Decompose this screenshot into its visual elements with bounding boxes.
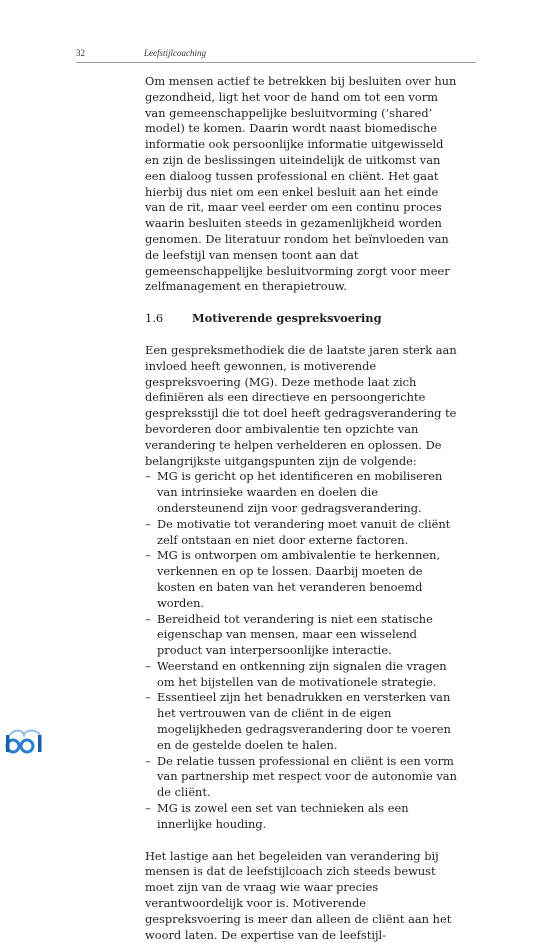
paragraph-closing: Het lastige aan het begeleiden van verandering bij mensen is dat de leefstijlcoach zich steeds bewust moet zijn van de vraag wie waar precies verantwoordelijk voor is. Motiverende gespreksvoering is meer dan alleen de cliënt aan het woord laten. De expertise van de leefstijl- xyxy=(145,848,452,942)
section-title: Motiverende gespreksvoering xyxy=(192,311,382,326)
list-item: – MG is gericht op het identificeren en mobiliseren van intrinsieke waarden en doelen die ondersteunend zijn voor gedragsverandering. xyxy=(145,469,457,516)
bol-com-logo xyxy=(4,727,50,757)
section-number: 1.6 xyxy=(145,311,164,326)
running-title: Leefstijlcoaching xyxy=(144,48,206,58)
principles-list xyxy=(145,469,457,832)
list-item: – De relatie tussen professional en cliënt is een vorm van partnership met respect voor de autonomie van de cliënt. xyxy=(145,754,457,801)
page-number: 32 xyxy=(76,48,85,58)
list-item: – Weerstand en ontkenning zijn signalen die vragen om het bijstellen van de motivationele strategie. xyxy=(145,659,457,691)
section-heading xyxy=(145,311,457,327)
header-rule xyxy=(76,62,476,63)
list-item: – MG is zowel een set van technieken als een innerlijke houding. xyxy=(145,801,457,833)
list-item: – MG is ontworpen om ambivalentie te herkennen, verkennen en op te lossen. Daarbij moeten de kosten en baten van het veranderen benoemd worden. xyxy=(145,548,457,611)
running-head xyxy=(76,48,476,62)
list-item: – Bereidheid tot verandering is niet een statische eigenschap van mensen, maar een wisselend product van interpersoonlijke interactie. xyxy=(145,612,457,659)
paragraph-mg: Een gespreksmethodiek die de laatste jaren sterk aan invloed heeft gewonnen, is motiverende gespreksvoering (MG). Deze methode laat zich definiëren als een directieve en persoongerichte gespreksstijl die tot doel heeft gedragsverandering te bevorderen door ambivalentie ten opzichte van verandering te helpen verhelderen en oplossen. De belangrijkste uitgangspunten zijn de volgende: xyxy=(145,342,457,468)
paragraph-intro: Om mensen actief te betrekken bij besluiten over hun gezondheid, ligt het voor de hand om tot een vorm van gemeenschappelijke besluitvorming (‘shared’ model) te komen. Daarin wordt naast biomedische informatie ook persoonlijke informatie uitgewisseld en zijn de beslissingen uiteindelijk de uitkomst van een dialoog tussen professional en cliënt. Het gaat hierbij dus niet om een enkel besluit aan het einde van de rit, maar veel eerder om een continu proces waarin besluiten steeds in gezamenlijkheid worden genomen. De literatuur rondom het beïnvloeden van de leefstijl van mensen toont aan dat gemeenschappelijke besluitvorming zorgt voor meer zelfmanagement en therapietrouw. xyxy=(145,74,457,294)
list-item: – Essentieel zijn het benadrukken en versterken van het vertrouwen van de cliënt in de eigen mogelijkheden gedragsverandering door te voeren en de gestelde doelen te halen. xyxy=(145,690,457,753)
body-text xyxy=(145,74,457,943)
list-item: – De motivatie tot verandering moet vanuit de cliënt zelf ontstaan en niet door externe factoren. xyxy=(145,517,457,549)
